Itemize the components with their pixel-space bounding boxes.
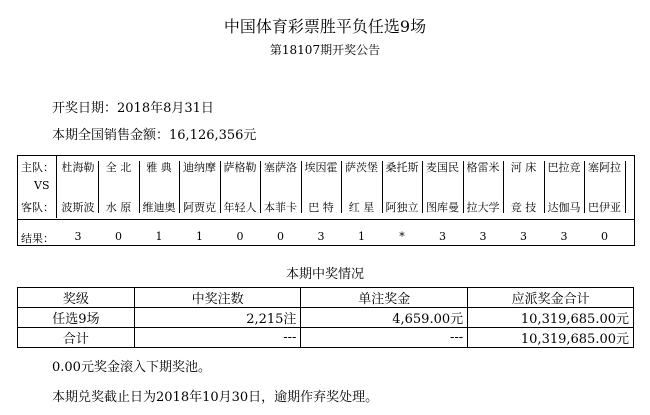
total-prize: 10,319,685.00元: [468, 308, 634, 328]
home-label: 主队：: [21, 161, 54, 174]
column-divider: [625, 161, 626, 213]
home-team: 杜海勒: [61, 161, 95, 174]
column-divider: [382, 161, 383, 213]
prize-section-title: 本期中奖情况: [285, 267, 364, 282]
away-team: 图库曼: [426, 201, 459, 214]
column-divider: [179, 161, 180, 213]
away-team: 巴伊亚: [588, 201, 621, 214]
header-winning-count: 中奖注数: [134, 288, 301, 308]
column-divider: [463, 161, 464, 213]
draw-date: 开奖日期：2018年8月31日: [52, 101, 214, 116]
match-result: 3: [560, 230, 568, 243]
away-team: 水 原: [105, 201, 132, 214]
column-divider: [422, 161, 423, 213]
label-column-divider: [56, 156, 57, 218]
header-unit-prize: 单注奖金: [301, 288, 468, 308]
table-divider: [18, 219, 634, 220]
match-result: *: [399, 230, 405, 243]
away-team: 阿贾克: [183, 201, 216, 214]
away-team: 阿独立: [385, 201, 419, 214]
rollover-note: 0.00元奖金滚入下期奖池。: [52, 360, 211, 375]
prize-header-row: [18, 288, 634, 308]
match-result: 0: [277, 230, 284, 243]
match-result: 0: [115, 230, 122, 243]
vs-label: VS: [34, 179, 50, 192]
away-team: 红 星: [348, 201, 375, 214]
column-divider: [260, 161, 261, 213]
match-result: 3: [317, 230, 325, 243]
match-result: 3: [520, 230, 527, 243]
home-team: 雅 典: [146, 161, 172, 174]
home-team: 萨茨堡: [345, 161, 378, 174]
away-team: 竞 技: [510, 201, 537, 214]
result-label: 结果：: [21, 232, 54, 245]
home-team: 埃因霍: [304, 161, 338, 174]
away-team: 本菲卡: [264, 201, 297, 214]
prize-level: 任选9场: [18, 308, 135, 328]
home-team: 河 床: [510, 161, 537, 174]
match-result: 3: [479, 230, 487, 243]
unit-prize: 4,659.00元: [301, 308, 468, 328]
home-team: 全 北: [105, 161, 132, 174]
winning-count: ---: [134, 328, 301, 348]
home-team: 巴拉竞: [547, 161, 581, 174]
away-team: 拉大学: [466, 201, 500, 214]
away-team: 年轻人: [223, 201, 257, 214]
column-divider: [139, 161, 140, 213]
match-result: 0: [601, 230, 608, 243]
away-team: 维迪奥: [142, 201, 176, 214]
home-team: 麦国民: [426, 161, 459, 174]
away-team: 波斯波: [61, 201, 95, 214]
away-team: 巴 特: [308, 201, 334, 214]
page-title: 中国体育彩票胜平负任选9场: [223, 17, 427, 36]
column-divider: [341, 161, 342, 213]
table-row: [18, 308, 634, 328]
column-divider: [220, 161, 221, 213]
match-result: 1: [358, 230, 365, 243]
column-divider: [98, 161, 99, 213]
total-prize: 10,319,685.00元: [468, 328, 634, 348]
home-team: 桑托斯: [385, 161, 419, 174]
away-label: 客队：: [21, 201, 54, 214]
winning-count: 2,215注: [134, 308, 301, 328]
home-team: 格雷米: [466, 161, 500, 174]
table-row: [18, 328, 634, 348]
header-total-prize: 应派奖金合计: [468, 288, 634, 308]
prize-level: 合计: [18, 328, 135, 348]
home-team: 迪纳摩: [183, 161, 216, 174]
match-result: 3: [74, 230, 82, 243]
home-team: 塞阿拉: [588, 161, 621, 174]
away-team: 达伽马: [547, 201, 581, 214]
column-divider: [301, 161, 302, 213]
page-subtitle: 第18107期开奖公告: [269, 43, 381, 57]
match-result: 1: [196, 230, 203, 243]
home-team: 萨格勒: [223, 161, 257, 174]
match-result: 1: [155, 230, 163, 243]
match-result: 0: [236, 230, 244, 243]
column-divider: [503, 161, 504, 213]
sales-amount: 本期全国销售金额：16,126,356元: [52, 128, 257, 143]
home-team: 塞萨洛: [264, 161, 297, 174]
prize-table: [17, 287, 634, 348]
column-divider: [584, 161, 585, 213]
matches-table: [17, 155, 635, 246]
column-divider: [544, 161, 545, 213]
header-prize-level: 奖级: [18, 288, 135, 308]
deadline-note: 本期兑奖截止日为2018年10月30日，逾期作弃奖处理。: [52, 390, 379, 405]
match-result: 3: [439, 230, 446, 243]
unit-prize: ---: [301, 328, 468, 348]
